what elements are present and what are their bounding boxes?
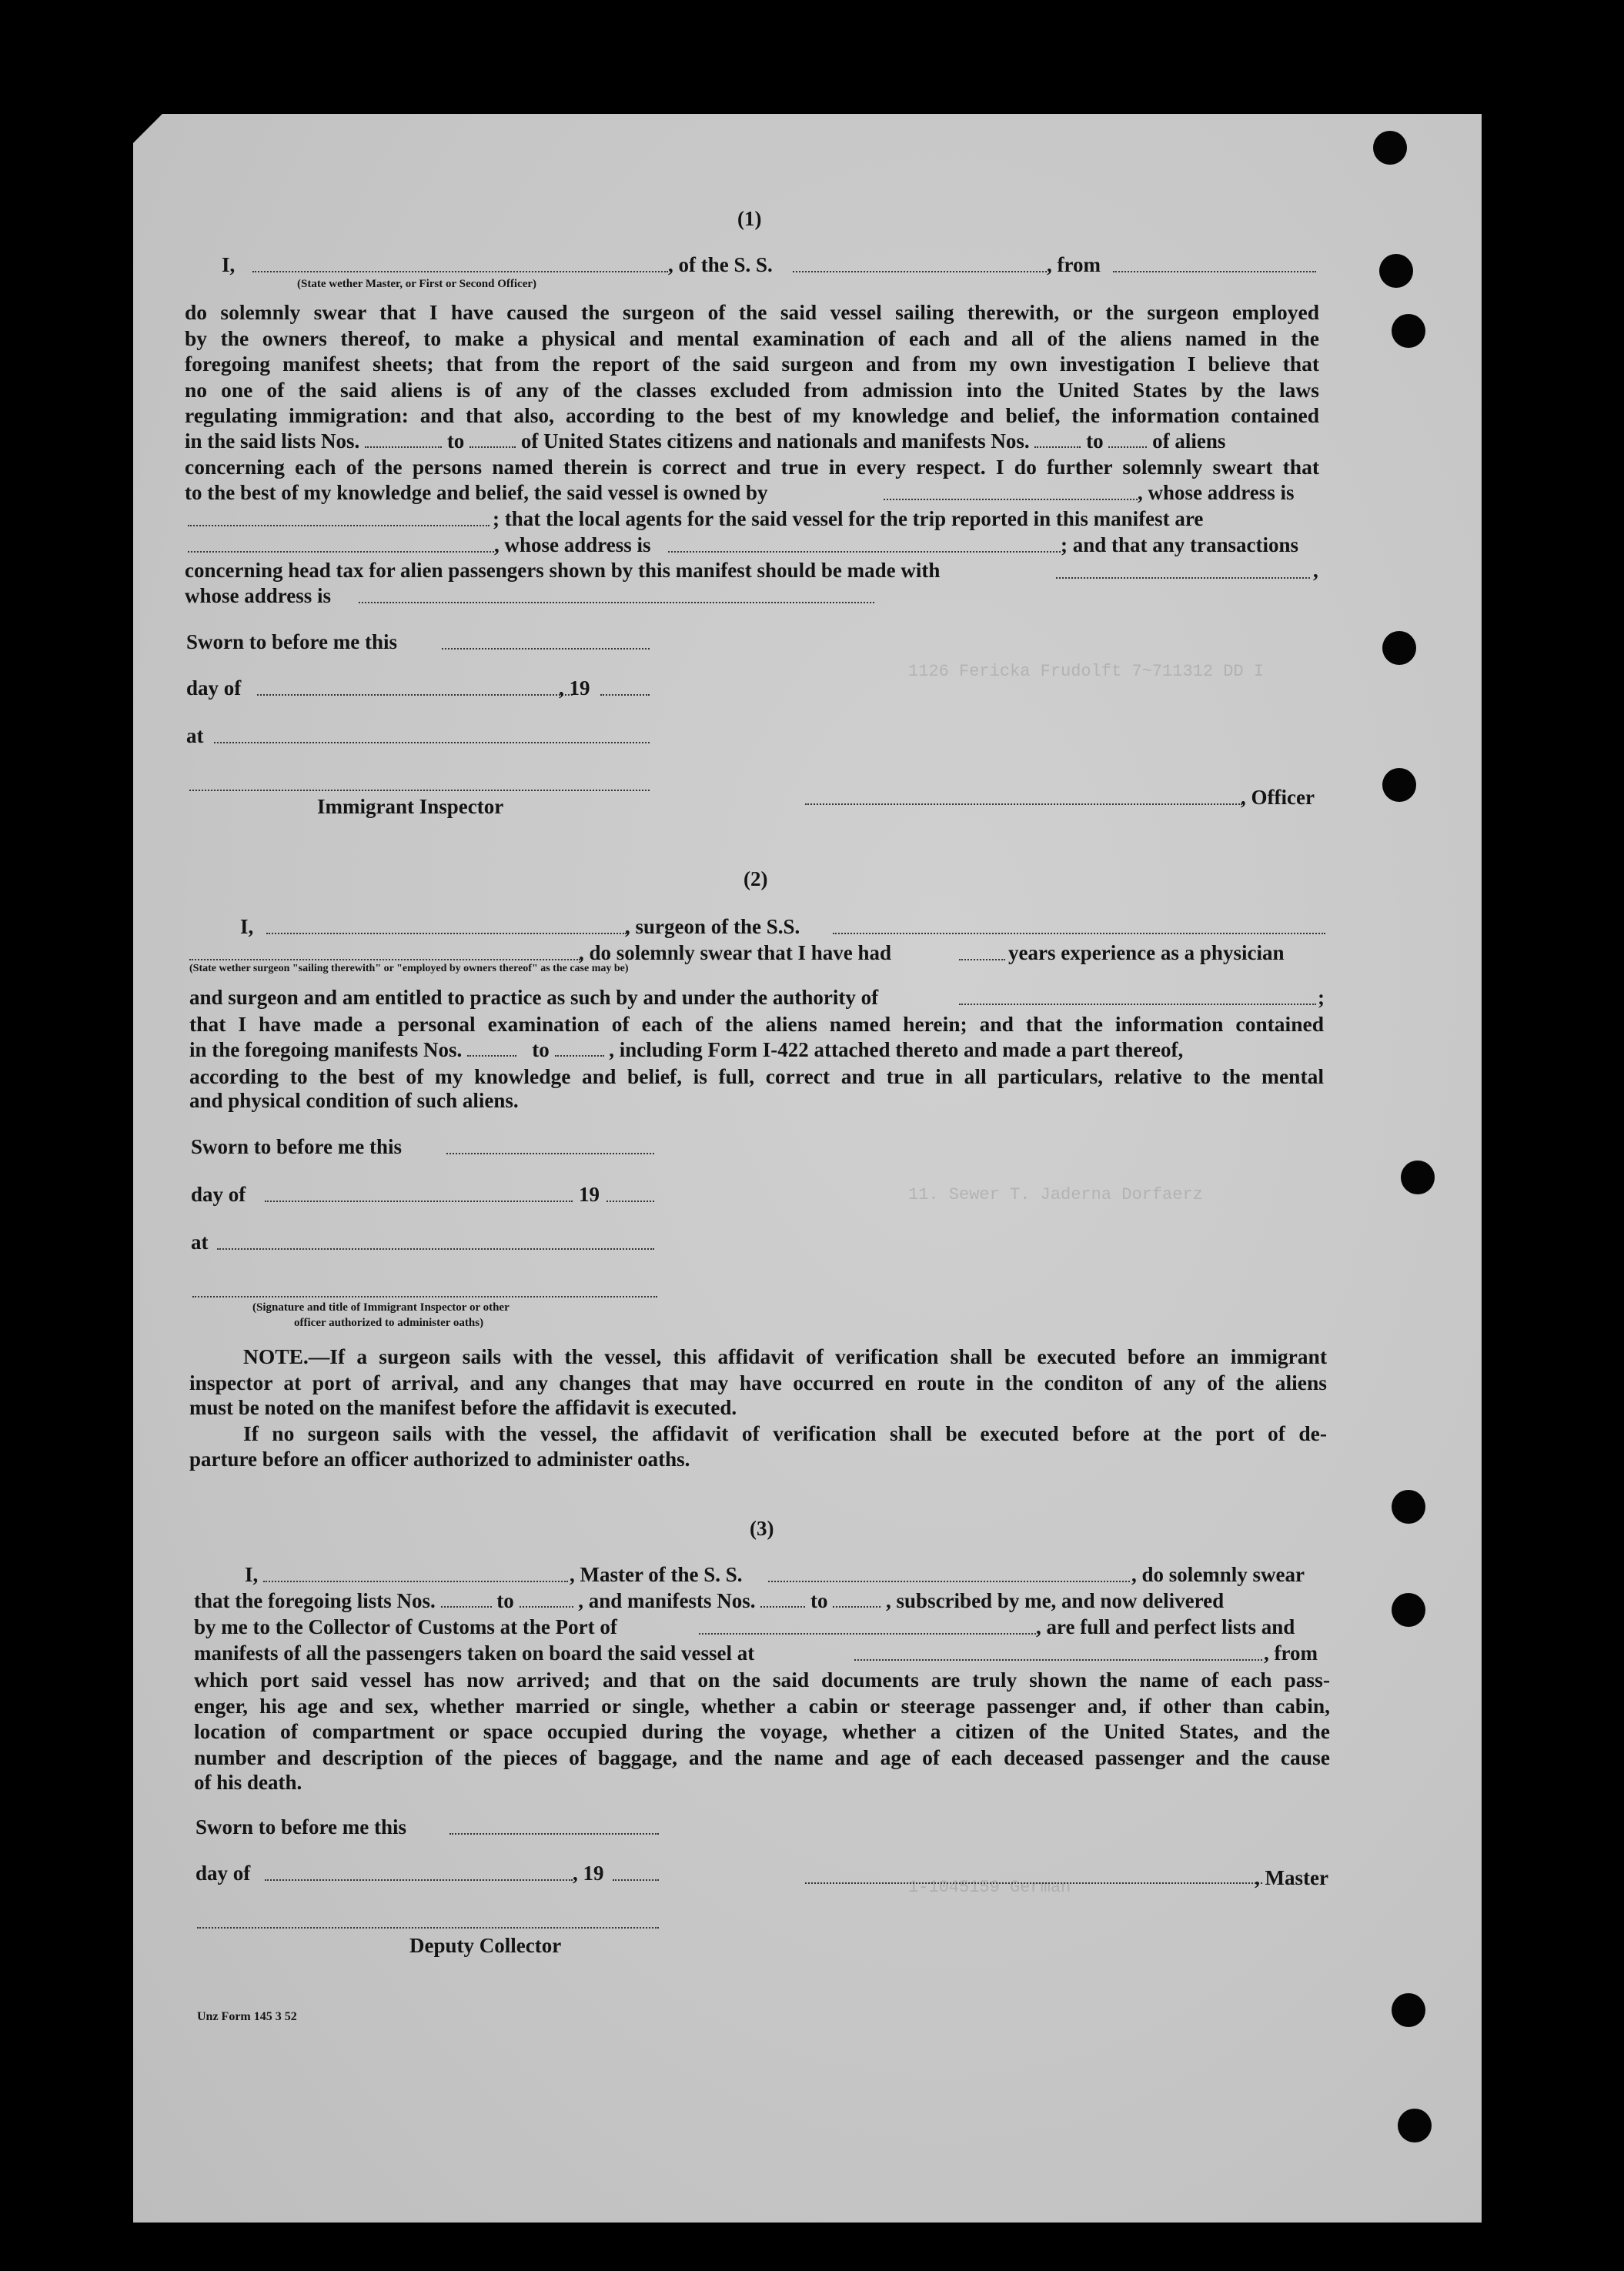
section-3-from: , from bbox=[1264, 1641, 1318, 1665]
punch-hole bbox=[1382, 631, 1416, 665]
punch-hole bbox=[1398, 2109, 1432, 2142]
label: , including Form I-422 attached thereto and made a part thereof, bbox=[609, 1038, 1184, 1061]
officer-signature-line[interactable] bbox=[805, 803, 1242, 805]
place-field-2[interactable] bbox=[217, 1248, 654, 1250]
section-2-note: (State wether surgeon "sailing therewith" or "employed by owners thereof" as the case may be) bbox=[189, 963, 629, 974]
section-1-whose-address: , whose address is bbox=[1138, 481, 1295, 504]
label: to bbox=[1086, 429, 1104, 453]
punch-hole bbox=[1382, 768, 1416, 802]
officer-label: , Officer bbox=[1241, 786, 1315, 809]
section-3-line-i: I, bbox=[245, 1563, 259, 1586]
surgeon-type-field[interactable] bbox=[189, 959, 580, 960]
section-3-swear: , do solemnly swear bbox=[1131, 1563, 1305, 1586]
master-vessel-field[interactable] bbox=[768, 1581, 1130, 1582]
inspector-signature-line[interactable] bbox=[189, 790, 650, 791]
note-line: NOTE.—If a surgeon sails with the vessel, this affidavit of verification shall be executed before an immigrant bbox=[243, 1344, 1327, 1368]
master-signature-line[interactable] bbox=[805, 1882, 1262, 1884]
section-2-line-i: I, bbox=[240, 915, 254, 938]
year-label-3: , 19 bbox=[573, 1862, 604, 1885]
signature-caption-1: (Signature and title of Immigrant Inspector or other bbox=[252, 1301, 510, 1314]
port-field[interactable] bbox=[699, 1633, 1036, 1635]
label: to bbox=[496, 1589, 514, 1612]
note-line: If no surgeon sails with the vessel, the affidavit of verification shall be executed before at the port of de- bbox=[243, 1421, 1327, 1445]
vessel-name-field[interactable] bbox=[793, 271, 1047, 272]
head-tax-contact-field[interactable] bbox=[1056, 577, 1310, 579]
label: of aliens bbox=[1152, 429, 1226, 453]
section-2-surgeon-of: , surgeon of the S.S. bbox=[625, 915, 800, 938]
place-field-1[interactable] bbox=[214, 742, 650, 743]
section-1-agents-address: , whose address is bbox=[494, 533, 651, 556]
section-2-swear: , do solemnly swear that I have had bbox=[579, 941, 892, 964]
label: , subscribed by me, and now delivered bbox=[886, 1589, 1225, 1612]
year-label-1: , 19 bbox=[559, 676, 590, 700]
owner-address-field[interactable] bbox=[188, 525, 490, 526]
note-line-3: must be noted on the manifest before the affidavit is executed. bbox=[189, 1396, 737, 1419]
sworn-day-field-3[interactable] bbox=[449, 1833, 659, 1835]
label: that the foregoing lists Nos. bbox=[194, 1589, 436, 1612]
embark-port-field[interactable] bbox=[854, 1659, 1262, 1661]
at-label-1: at bbox=[186, 724, 204, 747]
punch-hole bbox=[1373, 131, 1407, 165]
day-of-label-3: day of bbox=[195, 1862, 251, 1885]
section-1-local-agents: ; that the local agents for the said vessel for the trip reported in this manifest are bbox=[493, 507, 1204, 530]
year-field-1[interactable] bbox=[600, 694, 650, 696]
label: to bbox=[446, 429, 465, 453]
punch-hole bbox=[1392, 1993, 1425, 2027]
section-1-note: (State wether Master, or First or Second Officer) bbox=[297, 278, 537, 290]
section-3-master-of: , Master of the S. S. bbox=[570, 1563, 743, 1586]
note-line: inspector at port of arrival, and any changes that may have occurred en route in the conditon of any of the aliens bbox=[189, 1370, 1327, 1394]
section-2-semicolon: ; bbox=[1318, 986, 1325, 1009]
from-port-field[interactable] bbox=[1113, 271, 1316, 272]
punch-hole bbox=[1379, 254, 1413, 288]
agents-address-field[interactable] bbox=[668, 551, 1061, 553]
section-3-line: enger, his age and sex, whether married or single, whether a cabin or steerage passenger and, if other than cabin, bbox=[194, 1693, 1330, 1718]
bleed-through-text: 1126 Fericka Frudolft 7~711312 DD I bbox=[908, 662, 1265, 681]
year-field-3[interactable] bbox=[613, 1879, 659, 1881]
section-2-line-4 bbox=[189, 1011, 1324, 1037]
sworn-label-3: Sworn to before me this bbox=[195, 1815, 406, 1839]
punch-hole bbox=[1392, 1593, 1425, 1627]
bleed-through-text: 1-1045159 German bbox=[908, 1878, 1071, 1897]
section-2-line: according to the best of my knowledge and belief, is full, correct and true in all particulars, relative to the mental bbox=[189, 1064, 1324, 1088]
section-2-physician: years experience as a physician bbox=[1008, 941, 1285, 964]
label: of United States citizens and nationals and manifests Nos. bbox=[520, 429, 1030, 453]
master-manifest-to-field[interactable] bbox=[833, 1591, 881, 1608]
years-experience-field[interactable] bbox=[959, 959, 1005, 960]
section-1-body bbox=[185, 299, 1319, 429]
section-1-line: do solemnly swear that I have caused the surgeon of the said vessel sailing therewith, or the surgeon employed bbox=[185, 300, 1319, 324]
section-1-head-tax: concerning head tax for alien passengers shown by this manifest should be made with bbox=[185, 559, 941, 582]
section-3-number: (3) bbox=[750, 1517, 774, 1540]
punch-hole bbox=[1392, 314, 1425, 348]
year-label-2: 19 bbox=[579, 1183, 600, 1206]
month-field-1[interactable] bbox=[257, 694, 573, 696]
manifest-no-to-field[interactable] bbox=[1108, 431, 1147, 448]
master-manifest-from-field[interactable] bbox=[760, 1591, 805, 1608]
section-3-last: of his death. bbox=[194, 1771, 302, 1794]
section-2-manifests-nos bbox=[189, 1037, 1183, 1063]
section-1-line: no one of the said aliens is of any of the classes excluded from admission into the United States by the laws bbox=[185, 377, 1319, 402]
surgeon-manifest-from-field[interactable] bbox=[467, 1040, 516, 1057]
section-1-line: concerning each of the persons named therein is correct and true in every respect. I do further solemnly sweart that bbox=[185, 455, 1319, 479]
deputy-collector-label: Deputy Collector bbox=[409, 1934, 562, 1957]
surgeon-name-field[interactable] bbox=[266, 933, 627, 934]
section-2-line-7: and physical condition of such aliens. bbox=[189, 1089, 519, 1112]
sworn-label-1: Sworn to before me this bbox=[186, 630, 397, 653]
section-1-comma: , bbox=[1313, 559, 1318, 582]
at-label-2: at bbox=[191, 1231, 209, 1254]
section-3-taken-on: manifests of all the passengers taken on board the said vessel at bbox=[194, 1641, 755, 1665]
collector-signature-line[interactable] bbox=[197, 1927, 659, 1929]
master-name-field[interactable] bbox=[263, 1581, 568, 1582]
section-3-line: number and description of the pieces of baggage, and the name and age of each deceased passenger and the cause bbox=[194, 1745, 1330, 1769]
section-3-body bbox=[194, 1667, 1330, 1770]
section-1-line: by the owners thereof, to make a physical and mental examination of each and all of the aliens named in the bbox=[185, 326, 1319, 350]
section-1-owned-by: to the best of my knowledge and belief, the said vessel is owned by bbox=[185, 481, 768, 504]
section-2-number: (2) bbox=[743, 867, 768, 890]
month-field-2[interactable] bbox=[265, 1201, 573, 1202]
section-1-lists-nos bbox=[185, 429, 1225, 454]
surgeon-manifest-to-field[interactable] bbox=[555, 1040, 604, 1057]
section-1-whose-address-2: whose address is bbox=[185, 584, 332, 607]
immigrant-inspector-label: Immigrant Inspector bbox=[317, 795, 504, 818]
label: to bbox=[810, 1589, 828, 1612]
master-label: , Master bbox=[1255, 1866, 1328, 1889]
note-block bbox=[189, 1344, 1327, 1395]
head-tax-address-field[interactable] bbox=[359, 602, 874, 603]
section-3-lists-nos bbox=[194, 1588, 1224, 1614]
day-of-label-2: day of bbox=[191, 1183, 246, 1206]
list-no-to-field[interactable] bbox=[469, 431, 516, 448]
section-1-line: foregoing manifest sheets; that from the report of the said surgeon and from my own investigation I believe that bbox=[185, 352, 1319, 376]
section-2-line: that I have made a personal examination of each of the aliens named herein; and that the information contained bbox=[189, 1012, 1324, 1036]
owner-field[interactable] bbox=[884, 499, 1138, 500]
section-1-transactions: ; and that any transactions bbox=[1061, 533, 1299, 556]
section-1-number: (1) bbox=[737, 207, 762, 230]
signature-caption-2: officer authorized to administer oaths) bbox=[294, 1317, 484, 1329]
signature-line-2[interactable] bbox=[192, 1296, 657, 1297]
section-1-line-7 bbox=[185, 454, 1319, 480]
bleed-through-text: 11. Sewer T. Jaderna Dorfaerz bbox=[908, 1185, 1203, 1204]
note-line-5: parture before an officer authorized to administer oaths. bbox=[189, 1448, 690, 1471]
sworn-day-field-2[interactable] bbox=[446, 1153, 654, 1154]
label: in the said lists Nos. bbox=[185, 429, 360, 453]
agents-field[interactable] bbox=[188, 551, 494, 553]
list-no-from-field[interactable] bbox=[365, 431, 442, 448]
surgeon-vessel-field[interactable] bbox=[833, 933, 1325, 934]
authority-field[interactable] bbox=[959, 1004, 1316, 1005]
section-1-line: regulating immigration: and that also, according to the best of my knowledge and belief, the information contained bbox=[185, 403, 1319, 427]
section-2-line-6 bbox=[189, 1064, 1324, 1090]
section-3-full-lists: , are full and perfect lists and bbox=[1036, 1615, 1295, 1638]
sworn-label-2: Sworn to before me this bbox=[191, 1135, 402, 1158]
sworn-day-field-1[interactable] bbox=[442, 648, 650, 650]
year-field-2[interactable] bbox=[606, 1201, 654, 1202]
section-1-of-ss: , of the S. S. bbox=[668, 253, 773, 276]
section-1-line-i: I, bbox=[222, 253, 236, 276]
note-block-2 bbox=[189, 1421, 1327, 1447]
section-1-from: , from bbox=[1047, 253, 1101, 276]
form-number: Unz Form 145 3 52 bbox=[197, 2010, 297, 2023]
master-list-from-field[interactable] bbox=[441, 1591, 492, 1608]
punch-hole bbox=[1392, 1490, 1425, 1524]
section-3-line: which port said vessel has now arrived; and that on the said documents are truly shown the name of each pass- bbox=[194, 1668, 1330, 1692]
label: , and manifests Nos. bbox=[578, 1589, 756, 1612]
punch-hole bbox=[1401, 1161, 1435, 1194]
month-field-3[interactable] bbox=[265, 1879, 573, 1881]
section-2-authority: and surgeon and am entitled to practice as such by and under the authority of bbox=[189, 986, 879, 1009]
section-3-line: location of compartment or space occupied during the voyage, whether a citizen of the United States, and the bbox=[194, 1719, 1330, 1743]
label: in the foregoing manifests Nos. bbox=[189, 1038, 463, 1061]
section-3-collector: by me to the Collector of Customs at the Port of bbox=[194, 1615, 617, 1638]
label: to bbox=[532, 1038, 550, 1061]
master-list-to-field[interactable] bbox=[520, 1591, 573, 1608]
manifest-no-from-field[interactable] bbox=[1034, 431, 1081, 448]
day-of-label-1: day of bbox=[186, 676, 242, 700]
officer-name-field[interactable] bbox=[252, 271, 668, 272]
